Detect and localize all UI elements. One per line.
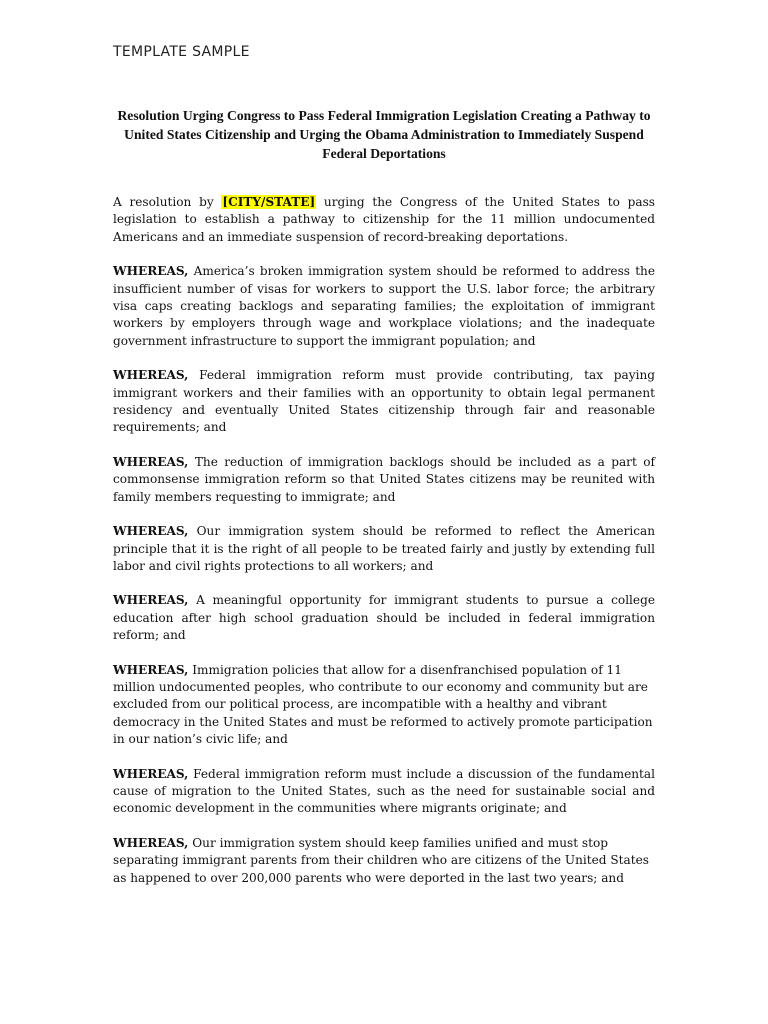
- whereas-text: America’s broken immigration system should be reformed to address the insufficient number of visas for workers to support the U.S. labor force; the arbitrary visa caps creating backlogs and separating families; the exploitation of immigrant workers by employers through wage and workplace violations; and the inadequate government infrastructure to support the immigrant population; and: [113, 264, 655, 348]
- whereas-paragraph-3: [113, 454, 655, 506]
- resolution-body: [113, 194, 655, 904]
- whereas-paragraph-8: [113, 835, 655, 887]
- whereas-keyword: WHEREAS,: [113, 454, 189, 469]
- whereas-paragraph-1: [113, 263, 655, 350]
- whereas-text: Immigration policies that allow for a disenfranchised population of 11 million undocumented peoples, who contribute to our economy and community but are excluded from our political process, are incompatible with a healthy and vibrant democracy in the United States and must be reformed to actively promote participation in our nation’s civic life; and: [113, 662, 653, 747]
- whereas-keyword: WHEREAS,: [113, 524, 189, 539]
- intro-text-start: A resolution by: [113, 195, 222, 209]
- whereas-paragraph-7: [113, 766, 655, 818]
- whereas-text: Federal immigration reform must provide contributing, tax paying immigrant workers and their families with an opportunity to obtain legal permanent residency and eventually United States citizenship through fair and reasonable requirements; and: [113, 368, 655, 435]
- whereas-paragraph-6: [113, 662, 655, 749]
- city-state-placeholder: [CITY/STATE]: [222, 195, 316, 209]
- whereas-keyword: WHEREAS,: [113, 835, 189, 850]
- intro-paragraph: [113, 194, 655, 246]
- whereas-text: Federal immigration reform must include a discussion of the fundamental cause of migration to the United States, such as the need for sustainable social and economic development in the communities where migrants originate; and: [113, 766, 655, 816]
- whereas-keyword: WHEREAS,: [113, 766, 189, 781]
- whereas-text: Our immigration system should keep families unified and must stop separating immigrant parents from their children who are citizens of the United States as happened to over 200,000 parents who were deported in the last two years; and: [113, 835, 649, 885]
- whereas-paragraph-5: [113, 592, 655, 644]
- whereas-keyword: WHEREAS,: [113, 662, 189, 677]
- whereas-keyword: WHEREAS,: [113, 593, 189, 608]
- resolution-title: Resolution Urging Congress to Pass Federal Immigration Legislation Creating a Pathway to United States Citizenship and Urging the Obama Administration to Immediately Suspend Federal Deportations: [117, 108, 651, 161]
- whereas-keyword: WHEREAS,: [113, 368, 189, 383]
- template-sample-label: TEMPLATE SAMPLE: [113, 44, 250, 60]
- whereas-paragraph-4: [113, 523, 655, 575]
- whereas-text: The reduction of immigration backlogs should be included as a part of commonsense immigration reform so that United States citizens may be reunited with family members requesting to immigrate; and: [113, 454, 655, 504]
- whereas-text: A meaningful opportunity for immigrant students to pursue a college education after high school graduation should be included in federal immigration reform; and: [113, 593, 655, 643]
- whereas-keyword: WHEREAS,: [113, 264, 189, 279]
- whereas-paragraph-2: [113, 367, 655, 437]
- intro-text-end: urging the Congress of the United States to pass legislation to establish a pathway to citizenship for the 11 million undocumented Americans and an immediate suspension of record-breaking deportations.: [113, 195, 655, 244]
- whereas-text: Our immigration system should be reformed to reflect the American principle that it is the right of all people to be treated fairly and justly by extending full labor and civil rights protections to all workers; and: [113, 524, 655, 573]
